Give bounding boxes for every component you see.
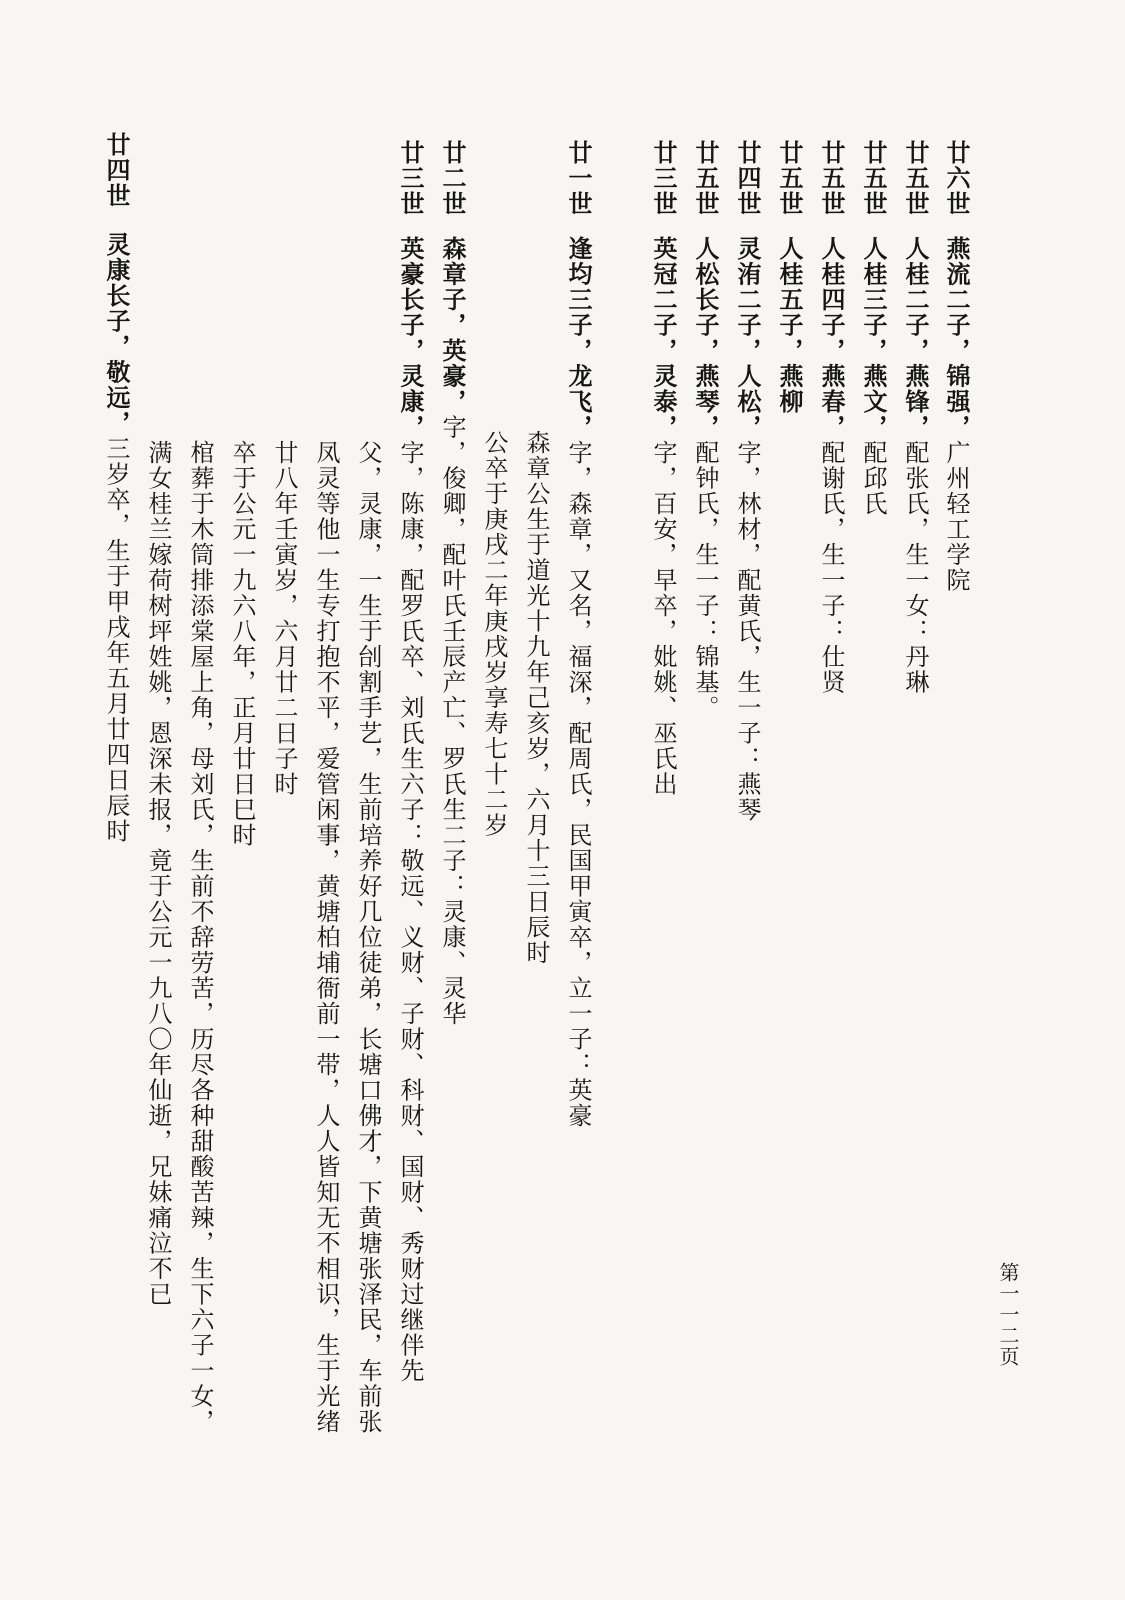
entry-line bbox=[903, 236, 927, 695]
entry-line bbox=[944, 236, 968, 593]
entry-lead: 人桂五子，燕柳 bbox=[775, 236, 803, 415]
entry-text: 配张氏，生一女：丹琳 bbox=[901, 440, 929, 695]
generation-label: 廿六世 bbox=[942, 140, 970, 217]
continuation-line: 公卒于庚戌二年庚戌岁享寿七十二岁 bbox=[480, 430, 508, 838]
entry-line bbox=[440, 236, 464, 1027]
generation-label: 廿五世 bbox=[901, 140, 929, 217]
continuation-line: 满女桂兰嫁荷树坪姓姚，恩深未报，竟于公元一九八〇年仙逝，兄妹痛泣不已 bbox=[144, 440, 172, 1307]
generation-label: 廿五世 bbox=[859, 140, 887, 217]
continuation-line: 廿八年壬寅岁，六月廿二日子时 bbox=[270, 440, 298, 797]
entry-text: 三岁卒，生于甲戌年五月廿四日辰时 bbox=[102, 436, 130, 844]
entry-lead: 人桂四子，燕春， bbox=[817, 236, 845, 440]
continuation-line: 父，灵康，一生于刣割手艺，生前培养好几位徒弟，长塘口佛才，下黄塘张泽民，车前张 bbox=[354, 440, 382, 1435]
entry-text: 字，森章，又名，福深，配周氏，民国甲寅卒，立一子：英豪 bbox=[564, 440, 592, 1129]
continuation-line: 森章公生于道光十九年己亥岁，六月十三日辰时 bbox=[522, 430, 550, 966]
entry-lead: 英冠二子，灵泰， bbox=[649, 236, 677, 440]
entry-line bbox=[861, 236, 885, 517]
continuation-line: 棺葬于木筒排添棠屋上角，母刘氏，生前不辞劳苦，历尽各种甜酸苦辣，生下六子一女， bbox=[186, 440, 214, 1435]
entry-lead: 人桂三子，燕文， bbox=[859, 236, 887, 440]
entry-lead: 英豪长子，灵康， bbox=[396, 236, 424, 440]
entry-text: 字，林材，配黄氏，生一子：燕琴 bbox=[733, 440, 761, 823]
entry-text: 字，百安，早卒，妣姚、巫氏出 bbox=[649, 440, 677, 797]
entry-line bbox=[693, 236, 717, 721]
entry-lead: 森章子，英豪， bbox=[438, 236, 466, 415]
entry-text: 配邱氏 bbox=[859, 440, 887, 517]
entry-line bbox=[398, 236, 422, 1384]
generation-label: 廿五世 bbox=[691, 140, 719, 217]
generation-label: 廿四世 bbox=[102, 132, 130, 209]
entry-text: 字，俊卿，配叶氏壬辰产亡、罗氏生二子：灵康、灵华 bbox=[438, 414, 466, 1027]
entry-line bbox=[819, 236, 843, 695]
entry-line bbox=[777, 236, 801, 415]
page-number: 第一一二页 bbox=[996, 1262, 1020, 1367]
entry-lead: 人松长子，燕琴， bbox=[691, 236, 719, 440]
entry-lead: 燕流二子，锦强， bbox=[942, 236, 970, 440]
generation-label: 廿四世 bbox=[733, 140, 761, 217]
generation-label: 廿五世 bbox=[817, 140, 845, 217]
entry-line bbox=[566, 236, 590, 1129]
continuation-line: 凤灵等他一生专打抱不平，爱管闲事，黄塘柏埔衙前一带，人人皆知无不相识，生于光绪 bbox=[312, 440, 340, 1435]
generation-label: 廿二世 bbox=[438, 140, 466, 217]
entry-text: 配谢氏，生一子：仕贤 bbox=[817, 440, 845, 695]
entry-lead: 灵洧二子，人松， bbox=[733, 236, 761, 440]
entry-text: 广州轻工学院 bbox=[942, 440, 970, 593]
entry-text: 字，陈康，配罗氏卒、刘氏生六子：敬远、义财、子财、科财、国财、秀财过继伴先 bbox=[396, 440, 424, 1384]
generation-label: 廿五世 bbox=[775, 140, 803, 217]
entry-lead: 人桂二子，燕锋， bbox=[901, 236, 929, 440]
continuation-line: 卒于公元一九六八年，正月廿日巳时 bbox=[228, 440, 256, 848]
entry-line bbox=[104, 232, 128, 844]
entry-text: 配钟氏，生一子：锦基。 bbox=[691, 440, 719, 721]
generation-label: 廿一世 bbox=[564, 140, 592, 217]
entry-lead: 逢均三子，龙飞， bbox=[564, 236, 592, 440]
generation-label: 廿三世 bbox=[649, 140, 677, 217]
entry-lead: 灵康长子，敬远， bbox=[102, 232, 130, 436]
entry-line bbox=[651, 236, 675, 797]
generation-label: 廿三世 bbox=[396, 140, 424, 217]
entry-line bbox=[735, 236, 759, 823]
